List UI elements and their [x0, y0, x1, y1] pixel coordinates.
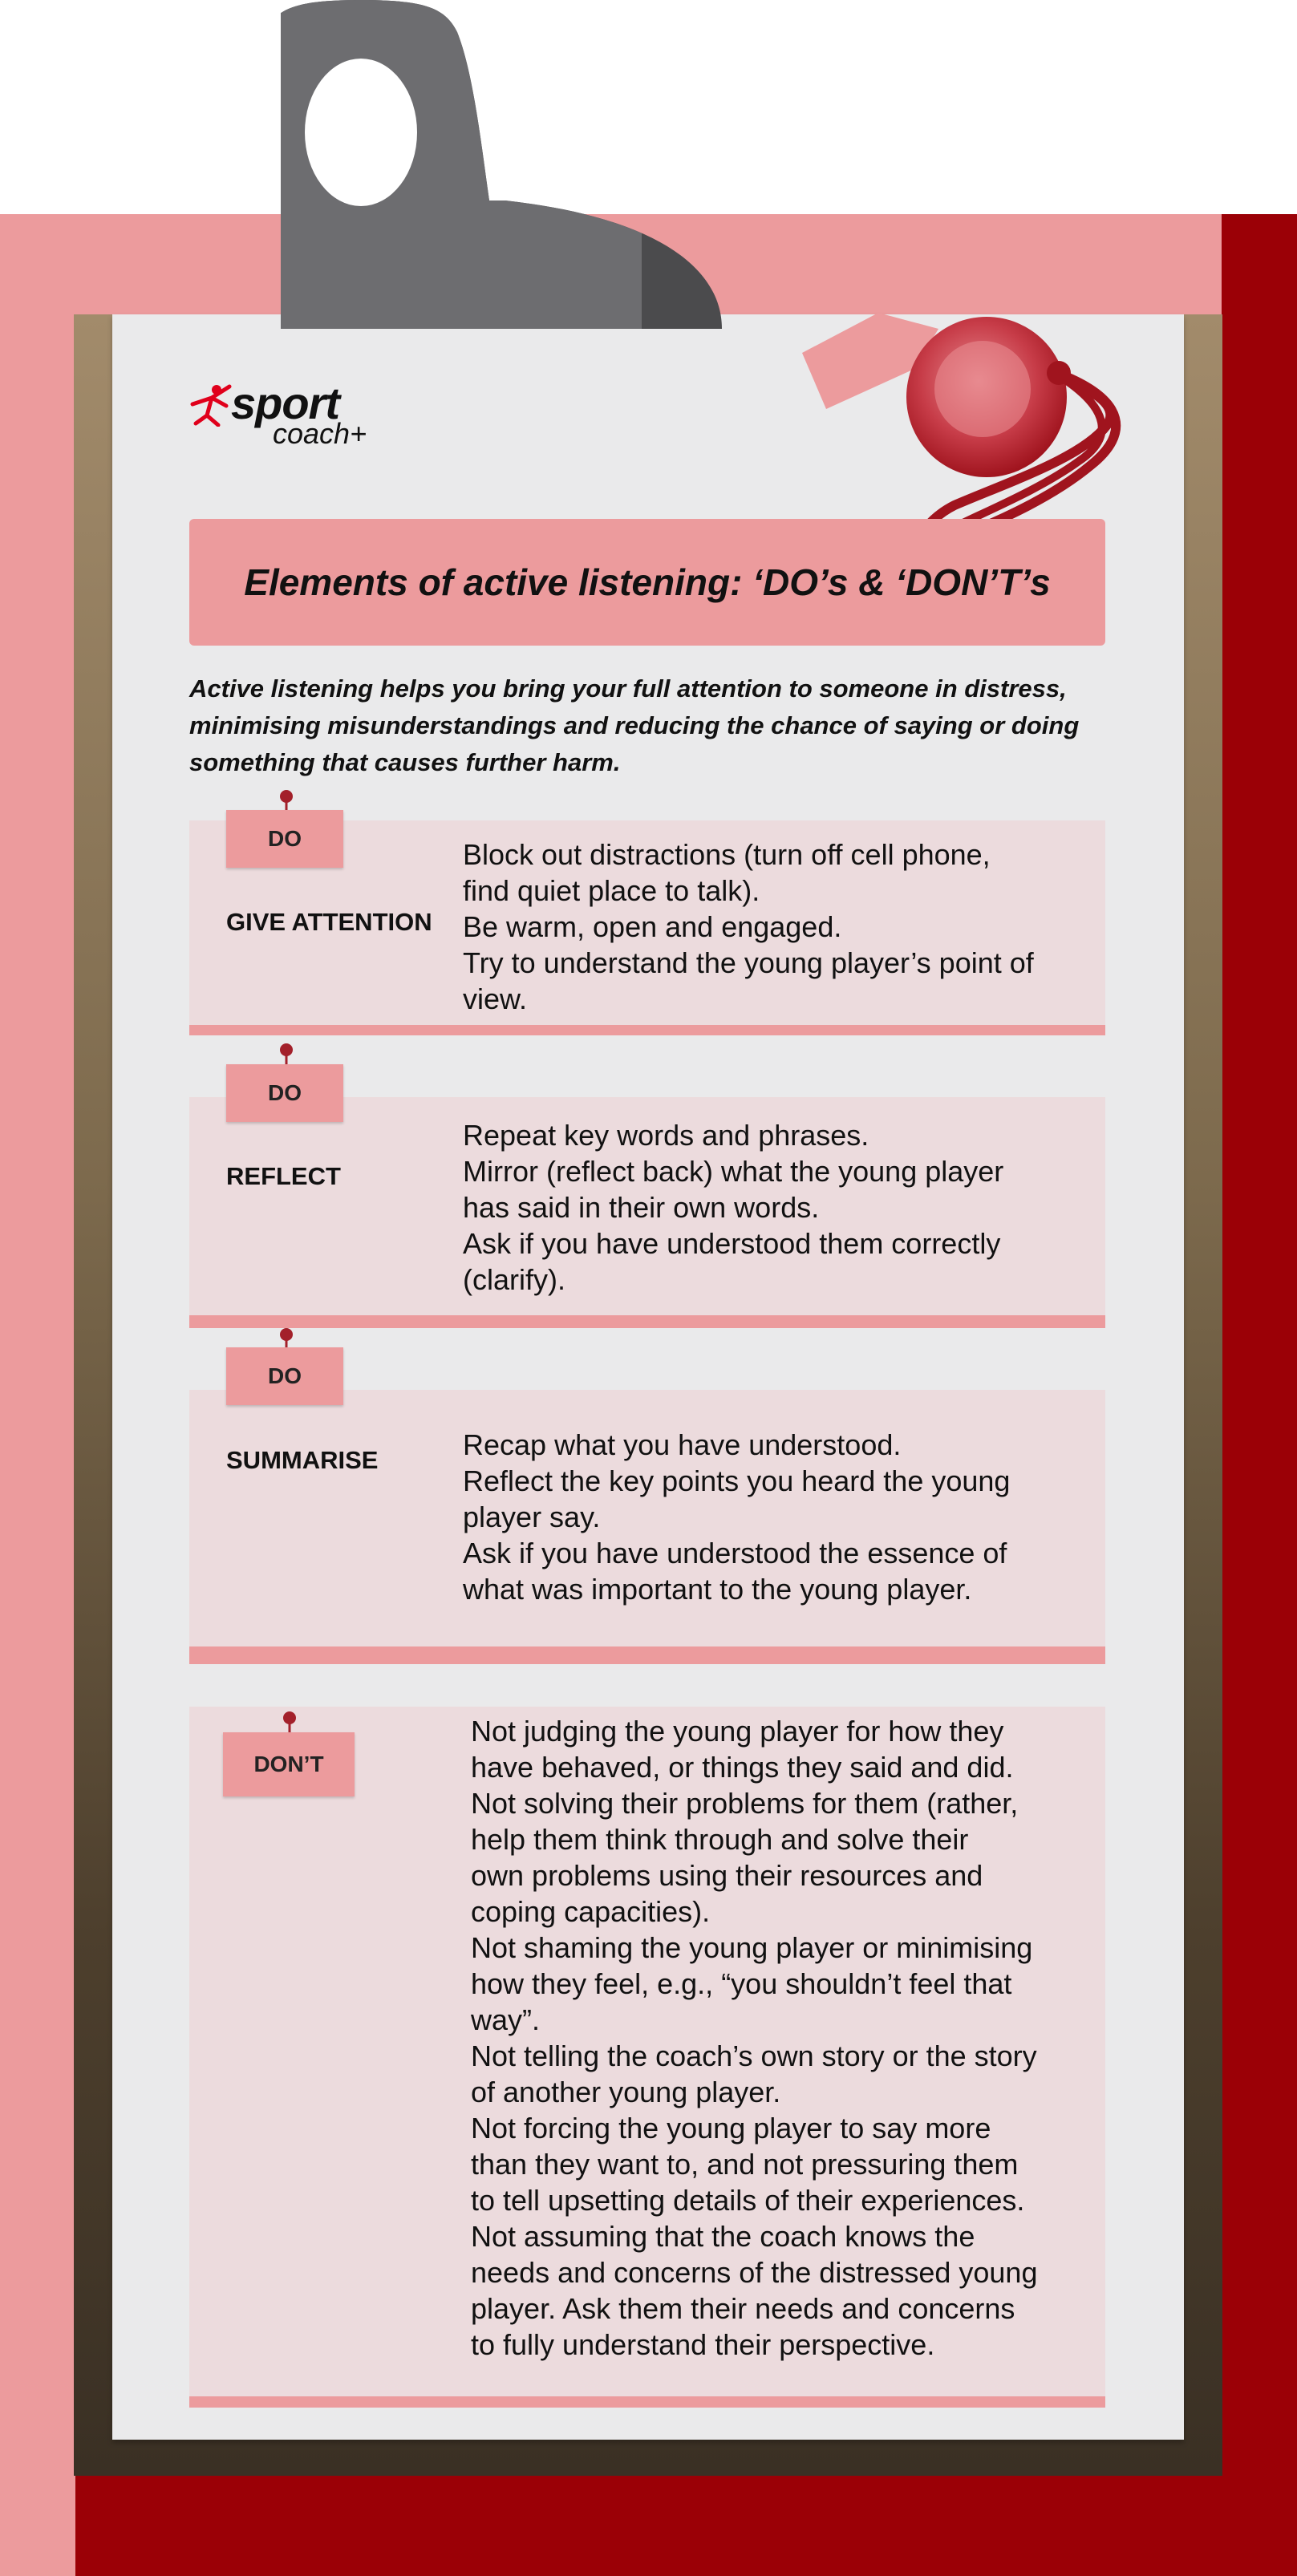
- body-line: Ask if you have understood them correctly: [463, 1227, 1001, 1260]
- body-line: what was important to the young player.: [463, 1573, 972, 1606]
- body-line: needs and concerns of the distressed young: [471, 2256, 1038, 2289]
- body-line: way”.: [471, 2003, 541, 2036]
- body-line: Repeat key words and phrases.: [463, 1119, 869, 1152]
- logo-coach-text: coach+: [273, 417, 367, 450]
- body-line: Block out distractions (turn off cell phone,: [463, 838, 991, 871]
- section-body-summarise: [463, 1427, 1096, 1607]
- body-line: Be warm, open and engaged.: [463, 910, 842, 943]
- section-bar: [189, 1646, 1105, 1664]
- body-line: (clarify).: [463, 1263, 565, 1296]
- section-bar: [189, 2396, 1105, 2408]
- body-line: of another young player.: [471, 2076, 781, 2108]
- body-line: Not telling the coach’s own story or the story: [471, 2039, 1037, 2072]
- body-line: to fully understand their perspective.: [471, 2328, 935, 2361]
- section-bar: [189, 1025, 1105, 1035]
- body-line: has said in their own words.: [463, 1191, 820, 1224]
- body-line: find quiet place to talk).: [463, 874, 760, 907]
- body-line: how they feel, e.g., “you shouldn’t feel that: [471, 1967, 1012, 2000]
- body-line: Not forcing the young player to say more: [471, 2112, 991, 2145]
- section-label-give-attention: GIVE ATTENTION: [226, 908, 432, 936]
- section-body-dont: [471, 1713, 1104, 2363]
- page-title: Elements of active listening: ‘DO’s & ‘DON’T’s: [244, 561, 1051, 603]
- section-body-reflect: [463, 1117, 1096, 1298]
- background-red-right: [1222, 214, 1297, 2576]
- body-line: have behaved, or things they said and did.: [471, 1751, 1014, 1784]
- tag-dont: DON’T: [223, 1732, 355, 1796]
- background-red-bottom: [75, 2474, 1297, 2576]
- body-line: Recap what you have understood.: [463, 1428, 902, 1461]
- body-line: Try to understand the young player’s point of: [463, 946, 1034, 979]
- body-line: Mirror (reflect back) what the young player: [463, 1155, 1004, 1188]
- section-body-give-attention: [463, 836, 1096, 1017]
- body-line: player say.: [463, 1501, 601, 1533]
- logo-sport-text: sport: [231, 378, 339, 428]
- body-line: coping capacities).: [471, 1895, 711, 1928]
- body-line: Reflect the key points you heard the young: [463, 1464, 1011, 1497]
- tag-do: DO: [226, 1347, 343, 1405]
- body-line: to tell upsetting details of their experiences.: [471, 2184, 1025, 2217]
- clipboard-clip-icon: [281, 0, 722, 329]
- section-label-reflect: REFLECT: [226, 1162, 341, 1190]
- intro-text: Active listening helps you bring your full attention to someone in distress, minimising misunderstandings and reducing the chance of saying or doing something that causes further harm.: [189, 674, 1080, 776]
- body-line: than they want to, and not pressuring them: [471, 2148, 1019, 2181]
- section-label-summarise: SUMMARISE: [226, 1446, 379, 1474]
- body-line: view.: [463, 982, 528, 1015]
- body-line: Not solving their problems for them (rather,: [471, 1787, 1019, 1820]
- title-banner: [189, 519, 1105, 646]
- body-line: player. Ask them their needs and concerns: [471, 2292, 1015, 2325]
- body-line: Not assuming that the coach knows the: [471, 2220, 975, 2253]
- body-line: help them think through and solve their: [471, 1823, 969, 1856]
- body-line: Not shaming the young player or minimising: [471, 1931, 1033, 1964]
- section-bar: [189, 1315, 1105, 1328]
- sport-coach-logo: [189, 377, 398, 457]
- body-line: own problems using their resources and: [471, 1859, 983, 1892]
- body-line: Ask if you have understood the essence of: [463, 1537, 1007, 1569]
- tag-do: DO: [226, 810, 343, 868]
- tag-do: DO: [226, 1064, 343, 1122]
- sport-figure-icon: [189, 382, 234, 427]
- body-line: Not judging the young player for how they: [471, 1715, 1004, 1748]
